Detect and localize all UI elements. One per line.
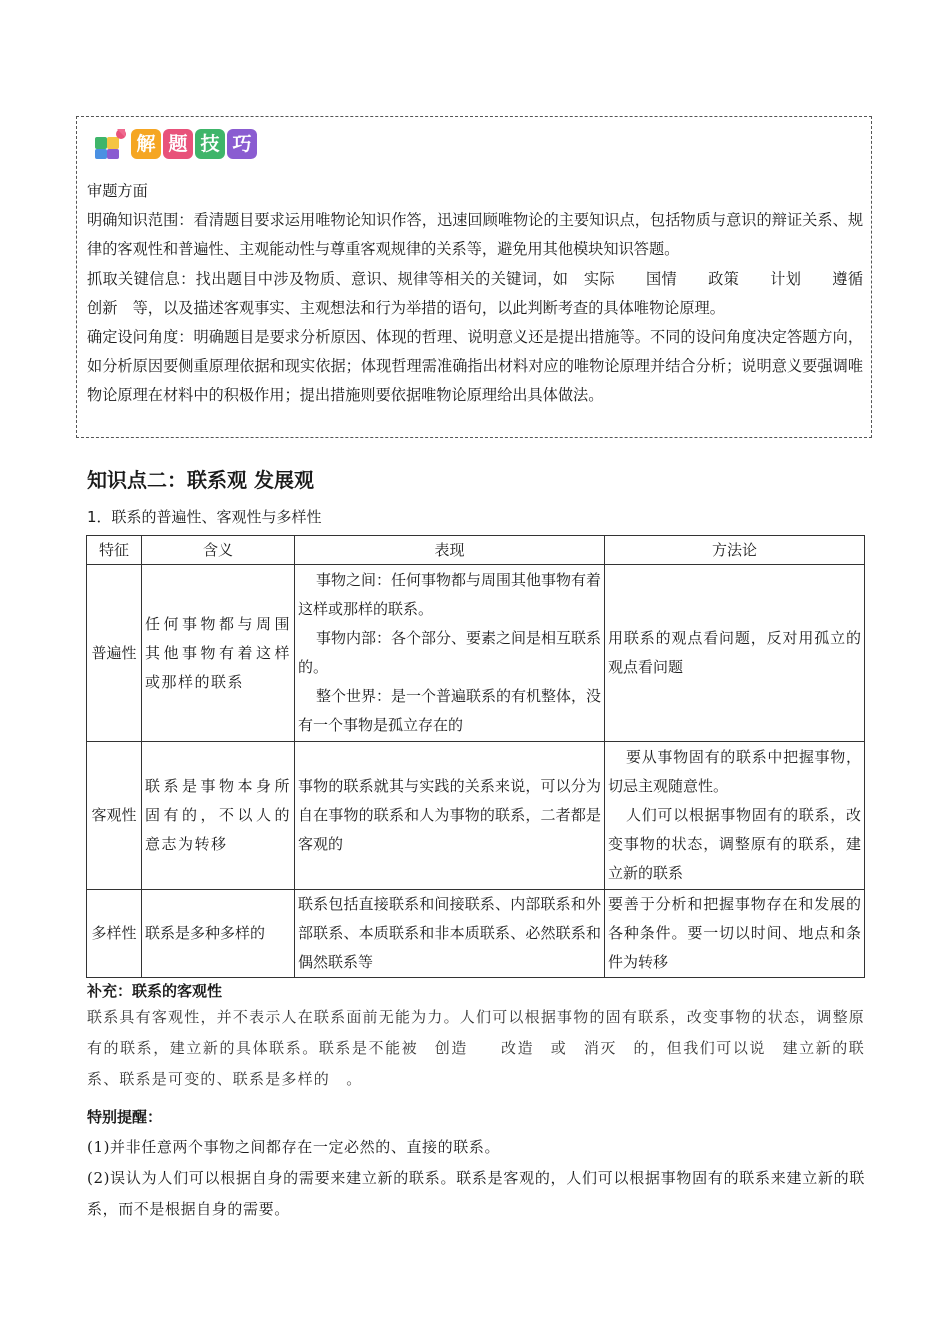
tips-badge: [93, 127, 259, 161]
reminder-item: (2)误认为人们可以根据自身的需要来建立新的联系。联系是客观的，人们可以根据事物固有的联系来建立新的联系，而不是根据自身的需要。: [87, 1169, 865, 1218]
table-header: 含义: [142, 536, 295, 565]
cell-text: 整个世界：是一个普遍联系的有机整体，没有一个事物是孤立存在的: [298, 687, 602, 734]
section-title: 知识点二：联系观 发展观: [87, 468, 314, 492]
table-cell-method: [605, 742, 865, 890]
table-cell-meaning: [142, 565, 295, 742]
supplement-section: [87, 980, 865, 1095]
table-cell-manifest: [295, 742, 605, 890]
reminder-label: 特别提醒：: [87, 1108, 163, 1126]
tips-paragraph: 确定设问角度：明确题目是要求分析原因、体现的哲理、说明意义还是提出措施等。不同的设问角度决定答题方向，如分析原因要侧重原理依据和现实依据；体现哲理需准确指出材料对应的唯物论原理并结合分析；说明意义要强调唯物论原理在材料中的积极作用；提出措施则要依据唯物论原理给出具体做法。: [87, 328, 863, 405]
cell-text: 人们可以根据事物固有的联系，改变事物的状态，调整原有的联系，建立新的联系: [608, 806, 861, 882]
reminder-section: [87, 1106, 865, 1225]
table-header: 特征: [87, 536, 142, 565]
table-cell-method: [605, 565, 865, 742]
table-cell-method: [605, 890, 865, 978]
badge-char: 题: [163, 129, 193, 159]
table-cell-feature: 多样性: [87, 890, 142, 978]
puzzle-icon: [93, 127, 127, 161]
connection-table: [86, 535, 865, 978]
tips-paragraph: 明确知识范围：看清题目要求运用唯物论知识作答，迅速回顾唯物论的主要知识点，包括物质与意识的辩证关系、规律的客观性和普遍性、主观能动性与尊重客观规律的关系等，避免用其他模块知识答题。: [87, 211, 863, 259]
table-header: 方法论: [605, 536, 865, 565]
table-header: 表现: [295, 536, 605, 565]
table-row: [87, 742, 865, 890]
badge-char: 技: [195, 129, 225, 159]
cell-text: 事物之间：任何事物都与周围其他事物有着这样或那样的联系。: [298, 571, 602, 618]
table-cell-manifest: [295, 565, 605, 742]
tips-box: [76, 116, 894, 438]
cell-text: 联系包括直接联系和间接联系、内部联系和外部联系、本质联系和非本质联系、必然联系和偶然联系等: [298, 895, 601, 971]
cell-text: 事物内部：各个部分、要素之间是相互联系的。: [298, 629, 602, 676]
badge-char: 巧: [227, 129, 257, 159]
table-row: [87, 890, 865, 978]
table-header-row: [87, 536, 865, 565]
supplement-label: 补充：联系的客观性: [87, 982, 223, 1000]
tips-heading: 审题方面: [87, 182, 148, 200]
cell-text: 任何事物都与周围其他事物有着这样或那样的联系: [145, 614, 291, 691]
table-cell-meaning: [142, 890, 295, 978]
cell-text: 事物的联系就其与实践的关系来说，可以分为自在事物的联系和人为事物的联系，二者都是客观的: [298, 777, 601, 853]
cell-text: 联系是事物本身所固有的，不以人的意志为转移: [145, 777, 291, 853]
section-subtitle: 1．联系的普遍性、客观性与多样性: [87, 508, 322, 526]
table-cell-feature: 客观性: [87, 742, 142, 890]
reminder-item: (1)并非任意两个事物之间都存在一定必然的、直接的联系。: [87, 1138, 501, 1156]
supplement-text: 联系具有客观性，并不表示人在联系面前无能为力。人们可以根据事物的固有联系，改变事物的状态，调整原有的联系，建立新的具体联系。联系是不能被 创造 改造 或 消灭 的，但我们可以说 建立新的联系、联系是可变的、联系是多样的 。: [87, 1008, 865, 1088]
table-cell-feature: 普遍性: [87, 565, 142, 742]
table-cell-manifest: [295, 890, 605, 978]
table-row: [87, 565, 865, 742]
cell-text: 要善于分析和把握事物存在和发展的各种条件。要一切以时间、地点和条件为转移: [608, 895, 861, 971]
cell-text: 联系是多种多样的: [145, 924, 266, 942]
cell-text: 要从事物固有的联系中把握事物，切忌主观随意性。: [608, 748, 861, 795]
cell-text: 用联系的观点看问题，反对用孤立的观点看问题: [608, 629, 861, 676]
tips-body: [87, 177, 894, 411]
table-cell-meaning: [142, 742, 295, 890]
tips-paragraph: 抓取关键信息：找出题目中涉及物质、意识、规律等相关的关键词，如 实际 国情 政策 计划 遵循 创新 等，以及描述客观事实、主观想法和行为举措的语句，以此判断考查的具体唯物论原理。: [87, 269, 894, 317]
badge-char: 解: [131, 129, 161, 159]
